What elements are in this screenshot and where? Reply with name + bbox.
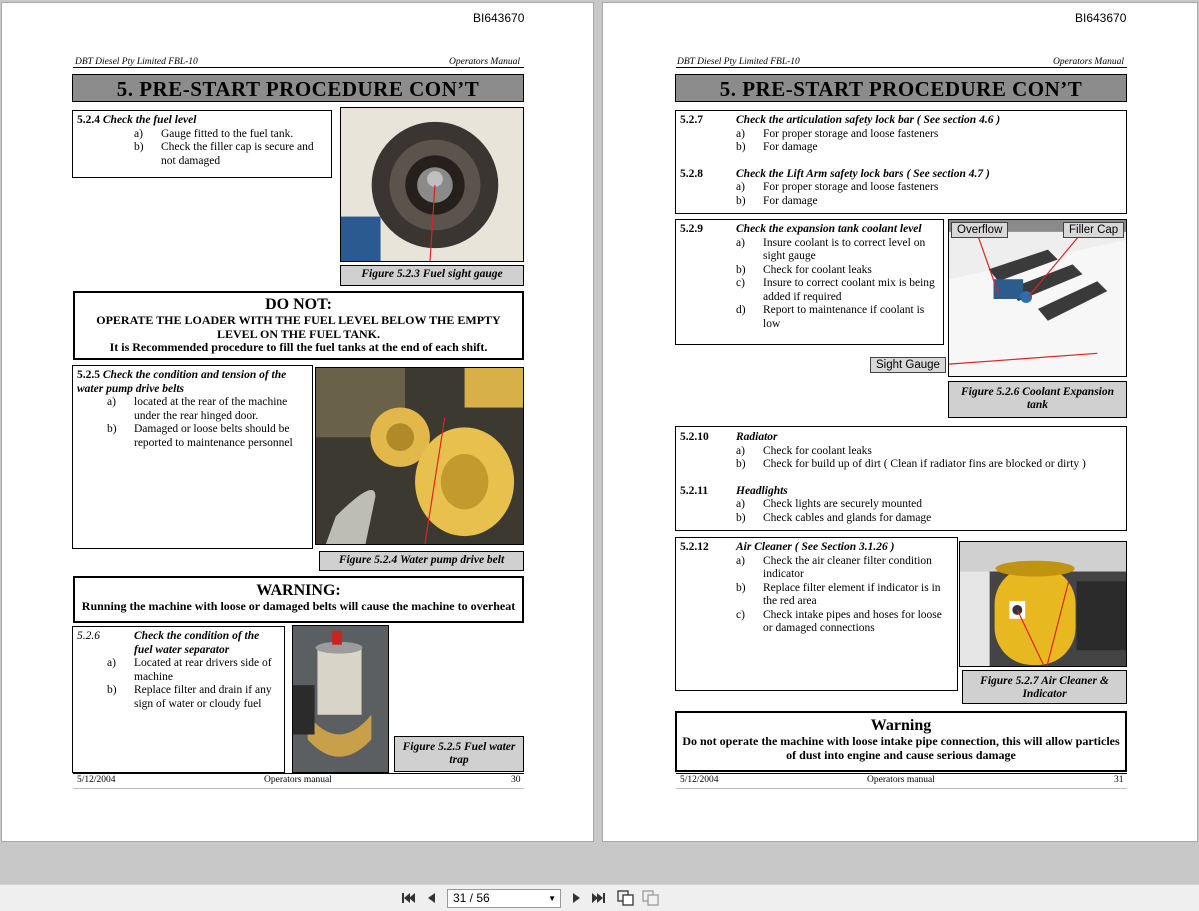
section-number: 5.2.8 <box>680 167 703 180</box>
list-item: a) Check the air cleaner filter condition indicator <box>736 554 932 580</box>
section-number: 5.2.10 <box>680 431 709 443</box>
notice-title: DO NOT: <box>265 296 332 313</box>
list-item: b) For damage <box>736 141 818 153</box>
footer-date: 5/12/2004 <box>77 775 116 785</box>
notice-body: OPERATE THE LOADER WITH THE FUEL LEVEL BELOW THE EMPTY LEVEL ON THE FUEL TANK. <box>96 313 501 341</box>
callout-filler-cap: Filler Cap <box>1063 222 1124 238</box>
section-title: Check the condition and tension of the water pump drive belts <box>77 369 287 395</box>
section-5-2-10-and-5-2-11 <box>675 426 1127 531</box>
list-item: c) Check intake pipes and hoses for loose or damaged connections <box>736 608 942 634</box>
warning-title: WARNING: <box>256 582 341 599</box>
list-item: b) Damaged or loose belts should be reported to maintenance personnel <box>107 423 293 449</box>
list-item: b) Replace filter element if indicator is in the red area <box>736 581 941 607</box>
section-5-2-7-and-5-2-8 <box>675 110 1127 214</box>
warning-notice <box>73 576 524 623</box>
section-5-2-12 <box>675 537 958 691</box>
next-page-icon[interactable] <box>568 890 584 906</box>
footer-rule-bottom <box>73 788 524 789</box>
section-5-2-6 <box>72 626 285 773</box>
footer-date: 5/12/2004 <box>680 775 719 785</box>
fuel-sight-gauge-photo <box>340 107 524 262</box>
viewer-background-strip <box>0 843 1199 884</box>
two-page-view-icon[interactable] <box>642 890 658 906</box>
air-cleaner-photo <box>959 541 1127 667</box>
list-item: b) Check for build up of dirt ( Clean if radiator fins are blocked or dirty ) <box>736 458 1086 470</box>
list-item: a) Located at rear drivers side of machine <box>107 657 272 683</box>
list-item: b) Replace filter and drain if any sign of water or cloudy fuel <box>107 684 272 710</box>
list-item: a) Gauge fitted to the fuel tank. <box>134 127 294 140</box>
header-company: DBT Diesel Pty Limited FBL-10 <box>75 57 198 67</box>
list-item: b) For damage <box>736 194 818 207</box>
footer-title: Operators manual <box>264 775 332 785</box>
water-pump-belt-photo <box>315 367 524 545</box>
list-item: a) For proper storage and loose fasteners <box>736 181 939 193</box>
header-manual: Operators Manual <box>1053 57 1124 67</box>
list-item: c) Insure to correct coolant mix is being added if required <box>736 277 935 303</box>
section-title: Air Cleaner ( See Section 3.1.26 ) <box>736 541 895 553</box>
footer-page-number: 30 <box>511 775 521 785</box>
section-number: 5.2.11 <box>680 484 709 497</box>
section-title: Radiator <box>736 431 778 443</box>
section-5-2-9 <box>675 219 944 345</box>
header-rule <box>676 67 1127 68</box>
footer-rule-bottom <box>676 788 1127 789</box>
callout-sight-gauge: Sight Gauge <box>870 357 946 373</box>
warning-body: Running the machine with loose or damaged belts will cause the machine to overheat <box>81 599 516 613</box>
section-number: 5.2.6 <box>77 630 100 642</box>
warning-body: Do not operate the machine with loose intake pipe connection, this will allow particles of dust into engine and cause serious damage <box>682 734 1120 762</box>
section-5-2-4 <box>72 110 332 178</box>
section-5-2-5 <box>72 365 313 549</box>
figure-caption-5-2-7: Figure 5.2.7 Air Cleaner & Indicator <box>962 670 1127 704</box>
chevron-down-icon: ▼ <box>548 894 556 903</box>
section-banner: 5. PRE-START PROCEDURE CON’T <box>72 74 524 102</box>
first-page-icon[interactable] <box>400 890 416 906</box>
section-title: Check the fuel level <box>102 114 197 126</box>
footer-rule <box>676 773 1127 774</box>
footer-title: Operators manual <box>867 775 935 785</box>
figure-caption-5-2-4: Figure 5.2.4 Water pump drive belt <box>319 551 524 571</box>
footer-rule <box>73 773 524 774</box>
page-number-select[interactable] <box>447 889 561 908</box>
list-item: d) Report to maintenance if coolant is low <box>736 304 925 330</box>
warning-title: Warning <box>870 717 932 734</box>
coolant-expansion-tank-photo <box>948 219 1127 377</box>
section-title: Check the expansion tank coolant level <box>736 223 922 235</box>
figure-caption-5-2-5: Figure 5.2.5 Fuel water trap <box>394 736 524 772</box>
section-number: 5.2.5 <box>77 369 100 381</box>
section-title: Check the Lift Arm safety lock bars ( See section 4.7 ) <box>736 167 990 180</box>
section-number: 5.2.7 <box>680 114 703 126</box>
list-item: a) Check lights are securely mounted <box>736 498 923 510</box>
footer-page-number: 31 <box>1114 775 1124 785</box>
page-navigation-bar <box>0 884 1199 911</box>
notice-body-2: It is Recommended procedure to fill the fuel tanks at the end of each shift. <box>109 340 488 354</box>
document-page-right <box>602 2 1198 842</box>
last-page-icon[interactable] <box>591 890 607 906</box>
section-banner: 5. PRE-START PROCEDURE CON’T <box>675 74 1127 102</box>
do-not-notice <box>73 291 524 360</box>
warning-notice <box>675 711 1127 772</box>
document-page-left <box>1 2 594 842</box>
list-item: a) Insure coolant is to correct level on sight gauge <box>736 236 926 262</box>
figure-caption-5-2-6: Figure 5.2.6 Coolant Expansion tank <box>948 381 1127 418</box>
list-item: a) Check for coolant leaks <box>736 444 872 457</box>
section-title: Check the condition of the fuel water separator <box>134 630 260 656</box>
section-number: 5.2.4 <box>77 114 100 126</box>
section-number: 5.2.12 <box>680 541 709 553</box>
callout-overflow: Overflow <box>951 222 1008 238</box>
header-company: DBT Diesel Pty Limited FBL-10 <box>677 57 800 67</box>
document-id: BI643670 <box>473 11 525 25</box>
list-item: b) Check for coolant leaks <box>736 263 872 276</box>
section-number: 5.2.9 <box>680 223 703 235</box>
figure-caption-5-2-3: Figure 5.2.3 Fuel sight gauge <box>340 265 524 286</box>
section-title: Headlights <box>736 484 788 497</box>
section-title: Check the articulation safety lock bar ( See section 4.6 ) <box>736 114 1001 126</box>
list-item: b) Check cables and glands for damage <box>736 511 932 524</box>
single-page-view-icon[interactable] <box>617 890 633 906</box>
page-indicator: 31 / 56 <box>453 891 490 905</box>
list-item: a) For proper storage and loose fasteners <box>736 127 939 140</box>
fuel-water-trap-photo <box>292 625 389 773</box>
header-rule <box>73 67 524 68</box>
list-item: a) located at the rear of the machine under the rear hinged door. <box>107 396 288 422</box>
document-id: BI643670 <box>1075 11 1127 25</box>
header-manual: Operators Manual <box>449 57 520 67</box>
previous-page-icon[interactable] <box>424 890 440 906</box>
list-item: b) Check the filler cap is secure and not damaged <box>134 141 314 167</box>
